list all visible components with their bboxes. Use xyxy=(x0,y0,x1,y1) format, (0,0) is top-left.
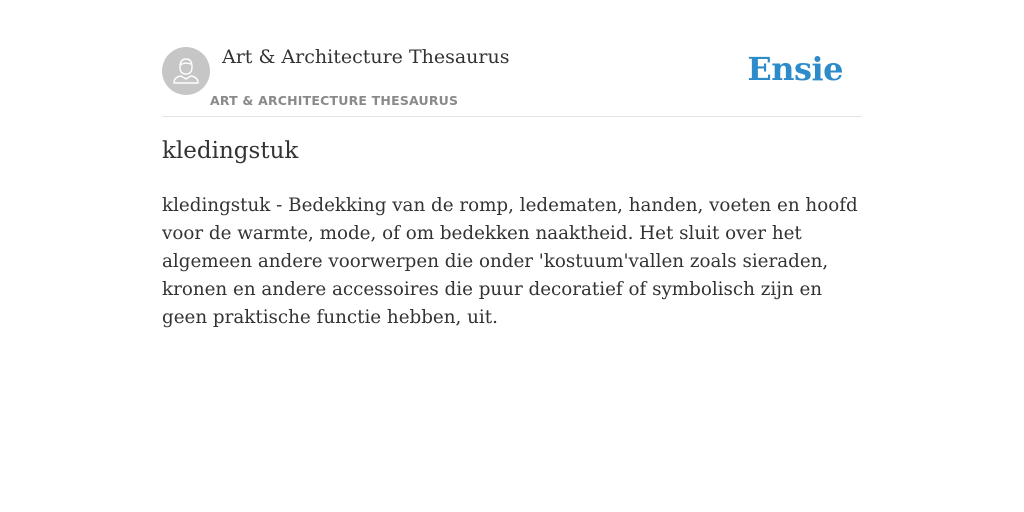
avatar[interactable] xyxy=(162,47,210,95)
author-name[interactable]: Art & Architecture Thesaurus xyxy=(222,46,510,68)
user-silhouette-icon xyxy=(162,47,210,95)
term-title: kledingstuk xyxy=(162,138,299,164)
ensie-logo[interactable]: Ensie xyxy=(747,50,843,88)
definition-text: kledingstuk - Bedekking van de romp, ledematen, handen, voeten en hoofd voor de warmte, mode, of om bedekken naaktheid. Het sluit over het algemeen andere voorwerpen die onder 'kostuum'vallen zoals sieraden, kronen en andere accessoires die puur decoratief of symbolisch zijn en geen praktische functie hebben, uit. xyxy=(162,195,858,328)
source-label[interactable]: ART & ARCHITECTURE THESAURUS xyxy=(210,93,459,108)
author-header xyxy=(162,40,862,117)
